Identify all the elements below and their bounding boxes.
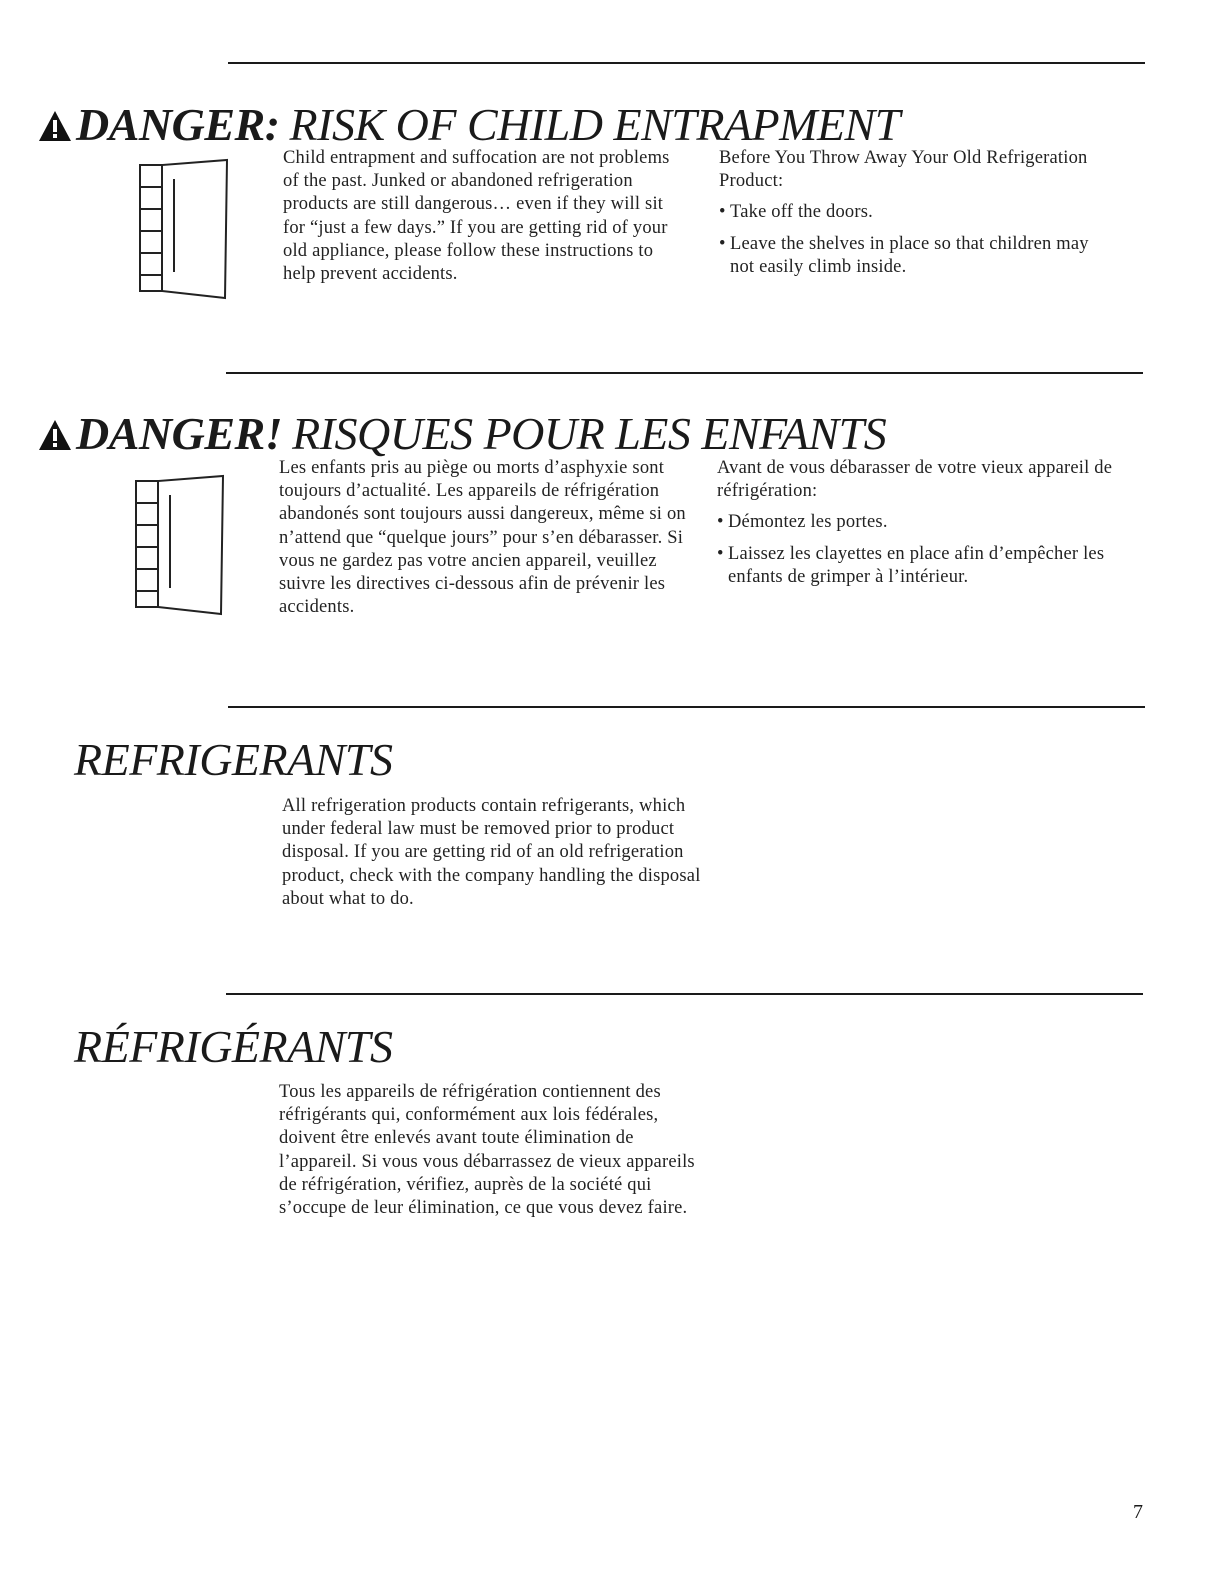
section-divider xyxy=(228,62,1145,64)
aside xyxy=(717,457,1137,589)
aside xyxy=(719,147,1114,279)
bullet-text: Leave the shelves in place so that children may not easily climb inside. xyxy=(730,233,1089,277)
list-item xyxy=(719,233,1114,279)
list-item xyxy=(719,201,1114,224)
list-item xyxy=(717,543,1137,589)
section-title: RISQUES POUR LES ENFANTS xyxy=(292,408,887,459)
section-body: Tous les appareils de réfrigération contiennent des réfrigérants qui, conformément aux lois fédérales, doivent être enlevés avant toute élimination de l’appareil. Si vous vous débarrassez de vieux appareils de réfrigération, vérifiez, auprès de la société qui s’occupe de leur élimination, ce que vous devez faire. xyxy=(279,1082,695,1219)
bullet-glyph: • xyxy=(717,543,724,564)
bullet-text: Laissez les clayettes en place afin d’empêcher les enfants de grimper à l’intérieur. xyxy=(728,543,1105,587)
page-number: 7 xyxy=(1133,1501,1143,1523)
bullet-glyph: • xyxy=(717,512,724,533)
bullet-list xyxy=(717,511,1137,589)
aside-heading: Avant de vous débarasser de votre vieux appareil de réfrigération: xyxy=(717,458,1113,502)
section-body: All refrigeration products contain refrigerants, which under federal law must be removed prior to product disposal. If you are getting rid of an old refrigeration product, check with the company handling the disposal about what to do. xyxy=(282,796,701,909)
section-title: RISK OF CHILD ENTRAPMENT xyxy=(289,99,900,150)
bullet-list xyxy=(719,201,1114,279)
bullet-text: Démontez les portes. xyxy=(728,512,888,533)
aside-heading: Before You Throw Away Your Old Refrigeration Product: xyxy=(719,148,1088,192)
section-divider xyxy=(228,706,1145,708)
section-heading xyxy=(38,409,886,461)
bullet-text: Take off the doors. xyxy=(730,202,873,223)
bullet-glyph: • xyxy=(719,202,726,223)
section-body: Child entrapment and suffocation are not problems of the past. Junked or abandoned refrigeration products are still dangerous… even if they will sit for “just a few days.” If you are getting rid of your old appliance, please follow these instructions to help prevent accidents. xyxy=(283,148,670,285)
section-title: RÉFRIGÉRANTS xyxy=(74,1021,393,1072)
section-divider xyxy=(226,372,1143,374)
section-body: Les enfants pris au piège ou morts d’asphyxie sont toujours d’actualité. Les appareils de réfrigération abandonés sont toujours aussi dangereux, même si on n’attend que “quelque jours” pour s’en débarasser. Si vous ne gardez pas votre ancien appareil, veuillez suivre les directives ci-dessous afin de prévenir les accidents. xyxy=(279,458,686,618)
warning-triangle-icon xyxy=(38,102,72,152)
danger-label: DANGER! xyxy=(76,408,283,459)
list-item xyxy=(717,511,1137,534)
refrigerator-icon xyxy=(133,473,228,616)
warning-triangle-icon xyxy=(38,411,72,461)
section-title: REFRIGERANTS xyxy=(74,734,393,785)
section-heading xyxy=(38,100,900,152)
refrigerator-icon xyxy=(137,157,232,300)
danger-label: DANGER: xyxy=(76,99,280,150)
section-divider xyxy=(226,993,1143,995)
bullet-glyph: • xyxy=(719,233,726,254)
